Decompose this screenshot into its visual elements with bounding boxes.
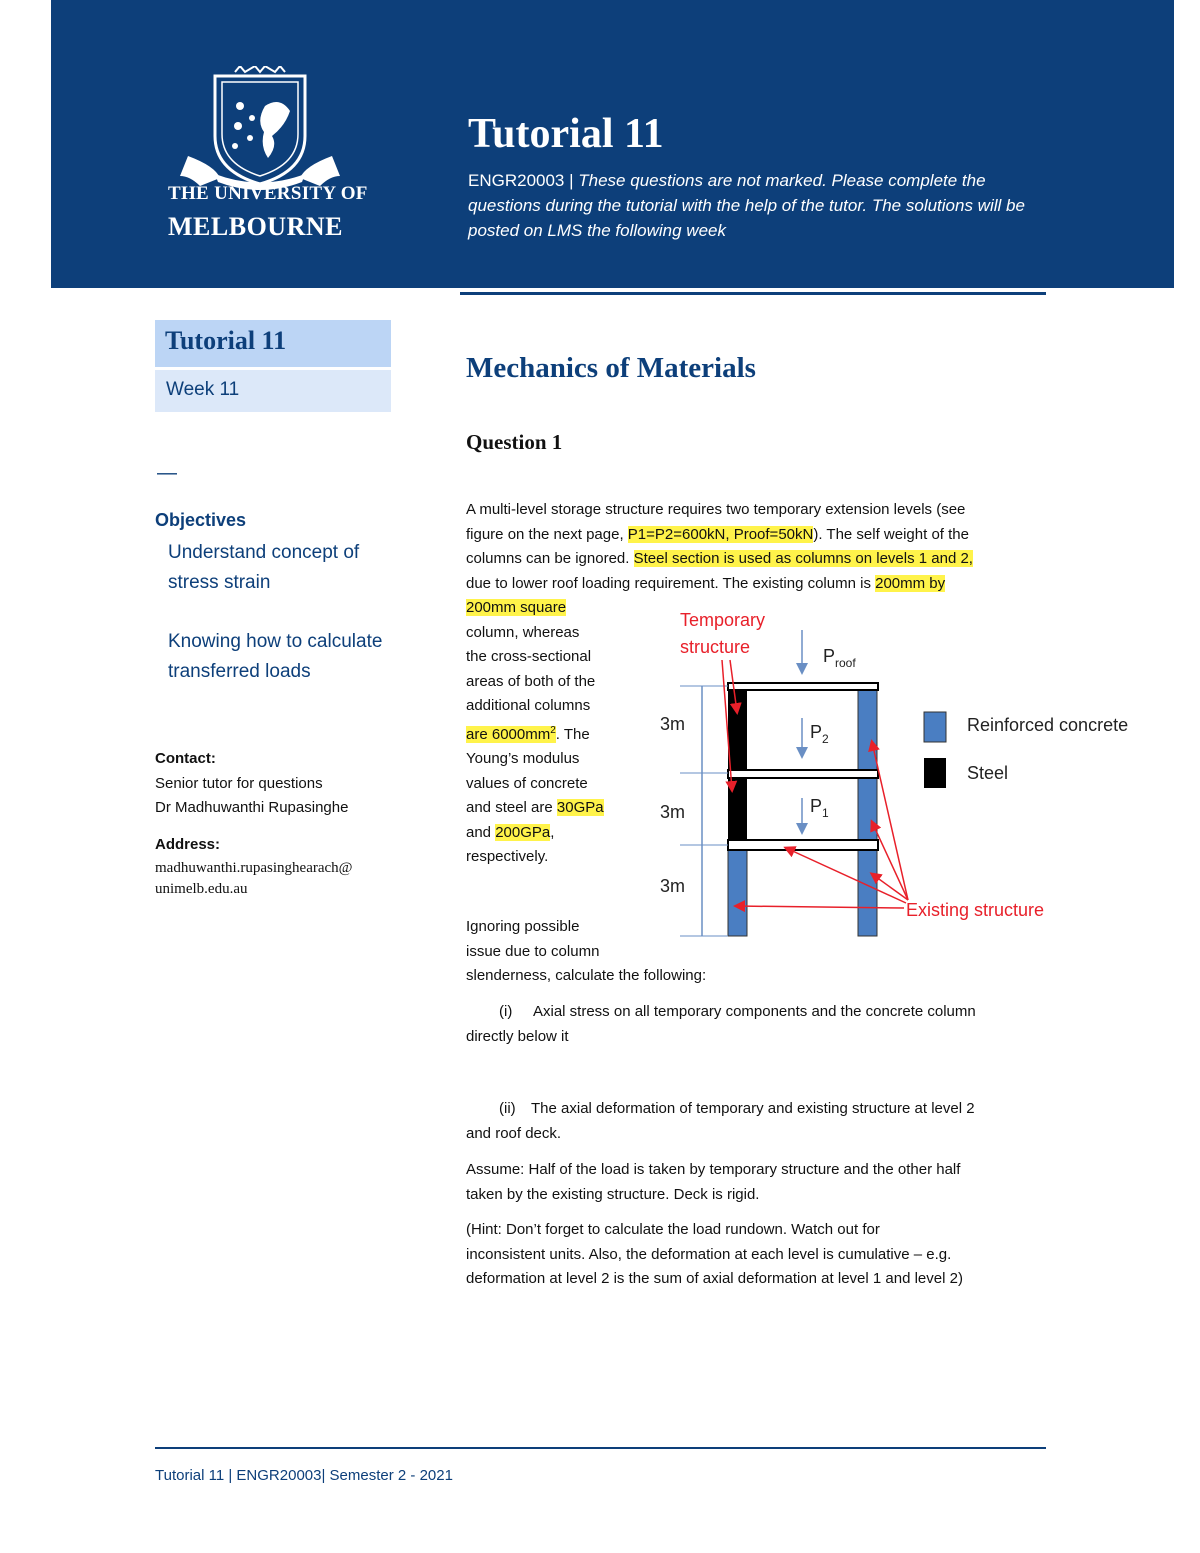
item-ii-label: (ii) [499,1100,516,1117]
existing-arrow [736,906,904,908]
address-email[interactable]: madhuwanthi.rupasinghearach@ [155,860,353,876]
question-intro-full [466,498,1066,596]
question-title: Question 1 [466,430,563,454]
item-i-label: (i) [499,1003,513,1020]
text-line: issue due to column [466,942,600,960]
dimension-label: 3m [660,802,686,822]
legend-concrete-label: Reinforced concrete [967,715,1129,735]
text-line: are $6000mm^2$. The [466,724,590,743]
temporary-label-line2: structure [680,637,751,657]
section-title: Mechanics of Materials [466,352,756,384]
sidebar-tutorial: Tutorial 11 [165,326,287,355]
text-line: slenderness, calculate the following: [466,967,707,984]
address-email-cont[interactable]: unimelb.edu.au [155,881,248,897]
steel-column-level2 [728,690,747,770]
dimension-label: 3m [660,876,686,896]
sidebar-tutorial-box [155,320,391,367]
legend-concrete-swatch [924,712,946,742]
contact-line: Senior tutor for questions [155,775,323,792]
text-line: A multi-level storage structure requires two temporary extension levels (see [466,501,966,518]
text-line: deformation at level 2 is the sum of axial deformation at level 1 and level 2) [466,1270,963,1287]
text-line: Ignoring possible [466,918,580,935]
concrete-column-right [858,690,877,936]
text-line: the cross-sectional [466,648,592,665]
contact-name: Dr Madhuwanthi Rupasinghe [155,799,349,816]
objective-item: Knowing how to calculate transferred loads [168,631,383,682]
level2-deck [728,770,878,778]
contact-heading: Contact: [155,750,216,767]
structure-figure [640,600,1160,950]
objective-item: Understand concept of stress strain [168,542,360,593]
course-code: ENGR20003 [468,171,565,190]
legend-steel-swatch [924,758,946,788]
text-line: respectively. [466,848,549,865]
logo-text-line2: MELBOURNE [168,212,343,241]
text-line: 200mm square [466,599,567,616]
assume-paragraph [466,1158,1066,1207]
item-ii-cont: and roof deck. [466,1125,562,1142]
concrete-column-left [728,850,747,936]
text-line: figure on the next page, P1=P2=600kN, Proof=50kN). The self weight of the [466,525,969,543]
sidebar-dash: — [157,462,177,484]
item-i-text: Axial stress on all temporary components and the concrete column [533,1003,976,1020]
footer-divider [155,1447,1046,1449]
text-line: (Hint: Don’t forget to calculate the load rundown. Watch out for [466,1221,880,1238]
steel-column-level1 [728,778,747,840]
logo-text-line1: THE UNIVERSITY OF [168,183,368,204]
legend-steel-label: Steel [967,763,1009,783]
existing-label: Existing structure [906,900,1045,920]
text-line: Assume: Half of the load is taken by temporary structure and the other half [466,1161,961,1178]
text-line: due to lower roof loading requirement. The existing column is 200mm by [466,574,946,592]
load-label-p2: $P_2$ [810,722,829,746]
load-label-roof: $P_{roof}$ [823,646,856,670]
header-subtitle [468,168,1038,243]
question-intro-narrow [466,596,636,870]
level1-deck [728,840,878,850]
text-line: Young’s modulus [466,750,580,767]
page-title: Tutorial 11 [468,111,664,157]
temporary-label-line1: Temporary [680,610,766,630]
text-line: inconsistent units. Also, the deformation at each level is cumulative – e.g. [466,1245,952,1263]
text-line: values of concrete [466,774,588,792]
item-ii-text: The axial deformation of temporary and existing structure at level 2 [531,1100,975,1117]
dimension-label: 3m [660,714,686,734]
text-line: additional columns [466,697,591,714]
load-label-p1: $P_1$ [810,796,829,820]
text-line: and steel are 30GPa [466,799,604,816]
text-line: and 200GPa, [466,823,555,841]
header-divider [460,292,1046,295]
sidebar-week: Week 11 [166,379,240,400]
hint-paragraph [466,1218,1066,1292]
address-heading: Address: [155,836,221,853]
text-line: areas of both of the [466,672,596,690]
roof-deck [728,683,878,690]
separator: | [564,171,579,190]
page-footer: Tutorial 11 | ENGR20003| Semester 2 - 2021 [155,1467,453,1484]
objectives-heading: Objectives [155,510,247,530]
text-line: column, whereas [466,623,580,641]
text-line: taken by the existing structure. Deck is rigid. [466,1185,760,1203]
text-line: columns can be ignored. Steel section is used as columns on levels 1 and 2, [466,550,973,567]
sidebar-week-box [155,370,391,412]
header-note: These questions are not marked. Please complete the questions during the tutorial with the help of the tutor. The solutions will be posted on LMS the following week [468,171,1025,240]
item-i-cont: directly below it [466,1028,569,1045]
